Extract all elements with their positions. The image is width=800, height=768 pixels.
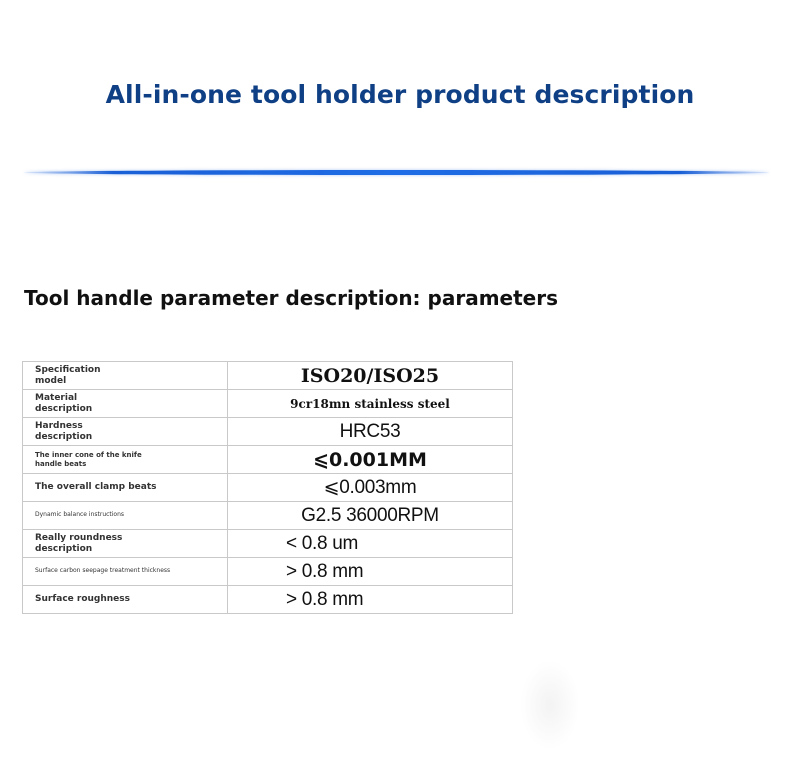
param-value: < 0.8 um bbox=[228, 530, 513, 558]
background-smudge bbox=[520, 660, 580, 750]
param-label: Really roundness description bbox=[23, 530, 228, 558]
table-row bbox=[23, 474, 513, 502]
table-row bbox=[23, 530, 513, 558]
param-value: 9cr18mn stainless steel bbox=[228, 390, 513, 418]
param-value: HRC53 bbox=[228, 418, 513, 446]
param-label: Surface roughness bbox=[23, 586, 228, 614]
table-row bbox=[23, 390, 513, 418]
param-label: Material description bbox=[23, 390, 228, 418]
table-row bbox=[23, 502, 513, 530]
table-row bbox=[23, 446, 513, 474]
parameter-table bbox=[22, 361, 513, 614]
table-row bbox=[23, 362, 513, 390]
param-label: Dynamic balance instructions bbox=[23, 502, 228, 530]
param-value: > 0.8 mm bbox=[228, 558, 513, 586]
param-label: Specification model bbox=[23, 362, 228, 390]
param-label: The inner cone of the knife handle beats bbox=[23, 446, 228, 474]
param-value: ⩽0.003mm bbox=[228, 474, 513, 502]
blue-divider bbox=[24, 170, 769, 175]
param-value: G2.5 36000RPM bbox=[228, 502, 513, 530]
param-label: Hardness description bbox=[23, 418, 228, 446]
param-value: ⩽0.001MM bbox=[228, 446, 513, 474]
param-label: The overall clamp beats bbox=[23, 474, 228, 502]
table-row bbox=[23, 558, 513, 586]
section-title: Tool handle parameter description: parameters bbox=[24, 286, 558, 310]
param-value: > 0.8 mm bbox=[228, 586, 513, 614]
table-row bbox=[23, 586, 513, 614]
param-label: Surface carbon seepage treatment thickness bbox=[23, 558, 228, 586]
param-value: ISO20/ISO25 bbox=[228, 362, 513, 390]
table-row bbox=[23, 418, 513, 446]
page-title: All-in-one tool holder product description bbox=[105, 80, 695, 109]
